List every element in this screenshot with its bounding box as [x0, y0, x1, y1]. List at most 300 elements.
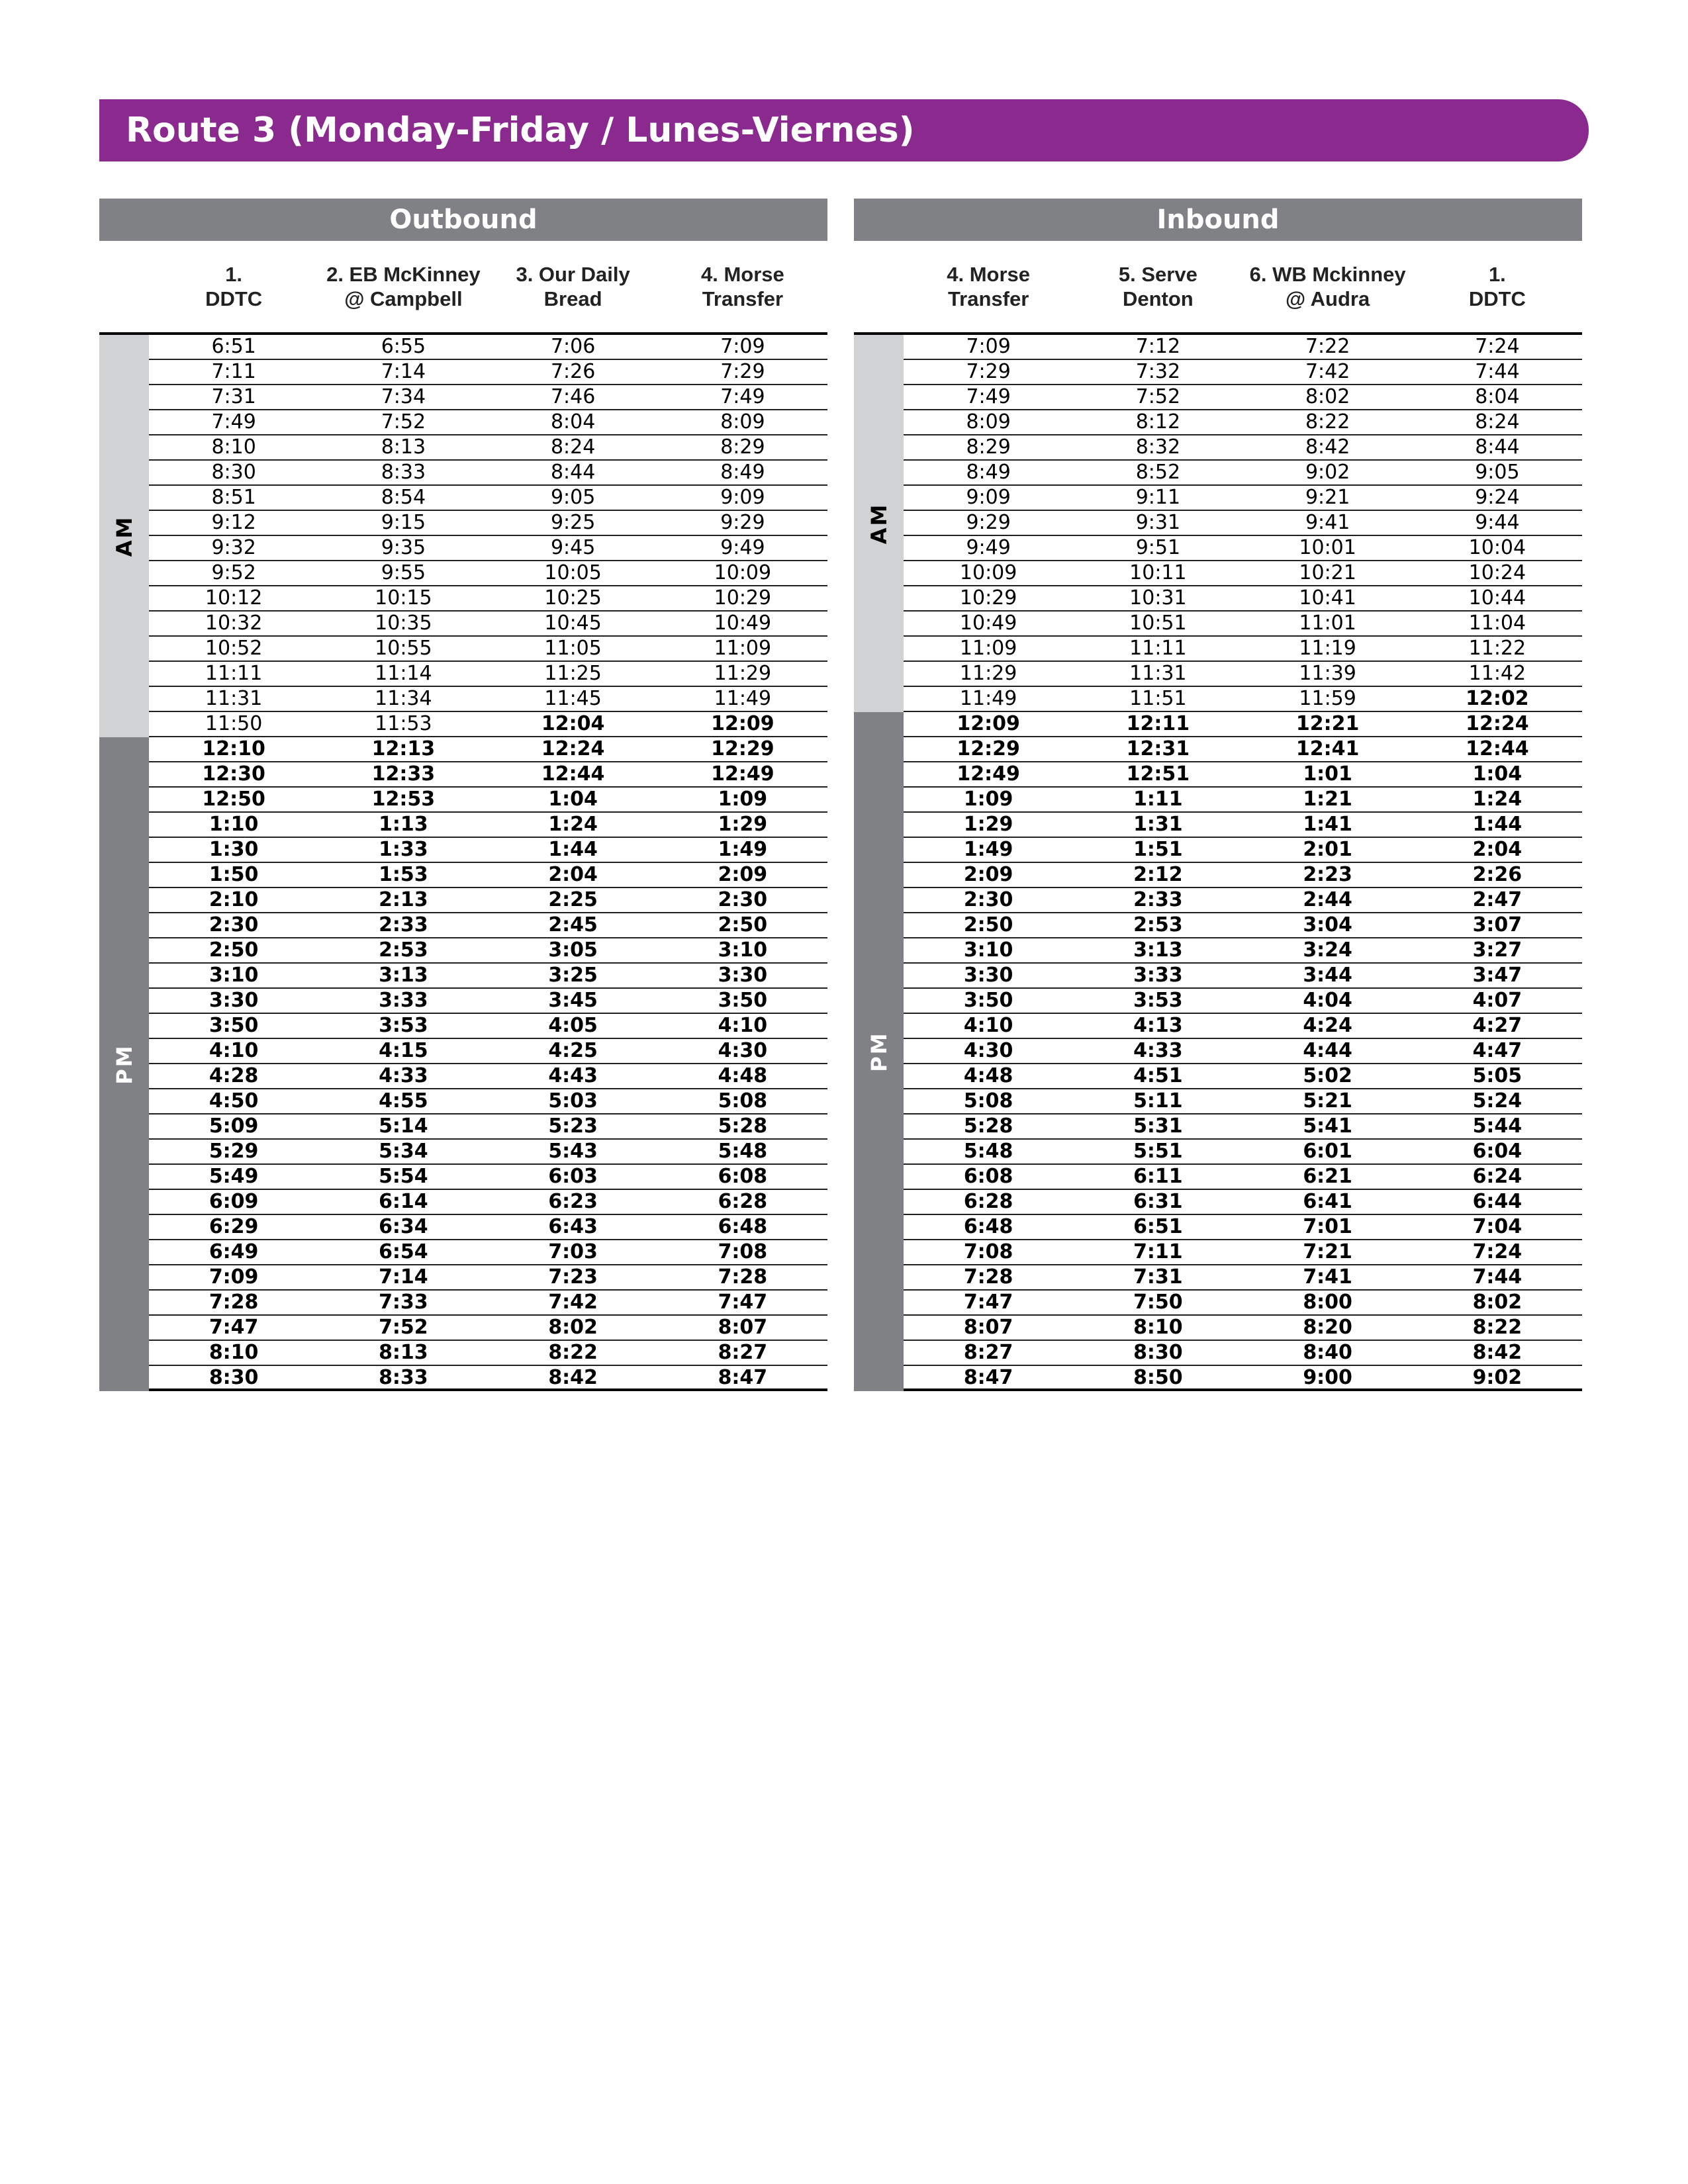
time-cell: 4:10 [963, 1014, 1013, 1037]
time-cell: 4:48 [718, 1064, 768, 1087]
time-cell: 7:11 [1133, 1240, 1183, 1263]
table-row [904, 1190, 1582, 1215]
table-row [149, 1014, 827, 1039]
time-cell: 5:43 [548, 1140, 598, 1163]
time-cell: 5:34 [379, 1140, 428, 1163]
table-row [149, 1140, 827, 1165]
time-cell: 5:31 [1133, 1115, 1183, 1138]
time-cell: 7:04 [1472, 1215, 1523, 1238]
time-cell: 7:49 [211, 410, 256, 433]
time-cell: 12:41 [1295, 737, 1360, 760]
time-cell: 9:45 [550, 536, 596, 559]
time-cell: 6:03 [548, 1165, 598, 1188]
time-cell: 7:50 [1133, 1291, 1183, 1314]
time-cell: 7:34 [381, 385, 426, 408]
time-cell: 9:49 [720, 536, 765, 559]
time-cell: 8:02 [1305, 385, 1350, 408]
table-row [904, 989, 1582, 1014]
time-cell: 7:09 [966, 335, 1011, 358]
time-cell: 12:24 [1466, 712, 1529, 735]
time-cell: 10:09 [714, 561, 772, 584]
table-row [904, 1165, 1582, 1190]
time-cell: 5:08 [963, 1089, 1013, 1113]
time-cell: 4:05 [548, 1014, 598, 1037]
time-cell: 4:10 [209, 1039, 259, 1062]
table-row [904, 1240, 1582, 1265]
time-cell: 11:49 [959, 687, 1017, 710]
table-row [149, 1089, 827, 1115]
outbound-period-column [99, 335, 149, 1391]
time-cell: 12:50 [202, 788, 265, 811]
table-row [904, 1039, 1582, 1064]
time-cell: 9:12 [211, 511, 256, 534]
time-cell: 6:51 [1133, 1215, 1183, 1238]
time-cell: 8:20 [1303, 1316, 1352, 1339]
time-cell: 3:50 [718, 989, 768, 1012]
time-cell: 9:05 [1475, 461, 1520, 484]
time-cell: 7:47 [963, 1291, 1013, 1314]
time-cell: 12:44 [541, 762, 605, 786]
time-cell: 2:50 [209, 938, 259, 962]
time-cell: 8:47 [718, 1366, 768, 1389]
pm-label: PM [111, 1044, 137, 1085]
time-cell: 3:50 [209, 1014, 259, 1037]
time-cell: 5:49 [209, 1165, 259, 1188]
time-cell: 11:50 [205, 712, 263, 735]
time-cell: 12:09 [711, 712, 774, 735]
time-cell: 11:59 [1299, 687, 1356, 710]
header-spacer [854, 241, 904, 332]
time-cell: 7:14 [379, 1265, 428, 1289]
time-cell: 7:23 [548, 1265, 598, 1289]
inbound-pm-band [854, 712, 904, 1391]
time-cell: 7:22 [1305, 335, 1350, 358]
time-cell: 4:24 [1303, 1014, 1352, 1037]
time-cell: 5:14 [379, 1115, 428, 1138]
table-row [149, 1240, 827, 1265]
table-row [149, 762, 827, 788]
table-row [904, 435, 1582, 461]
time-cell: 8:12 [1135, 410, 1181, 433]
table-row [904, 964, 1582, 989]
time-cell: 6:11 [1133, 1165, 1183, 1188]
table-row [149, 938, 827, 964]
table-row [149, 586, 827, 612]
table-row [149, 385, 827, 410]
table-row [149, 838, 827, 863]
time-cell: 6:49 [209, 1240, 259, 1263]
time-cell: 7:46 [550, 385, 596, 408]
time-cell: 1:49 [718, 838, 768, 861]
outbound-direction-bar: Outbound [99, 199, 827, 241]
time-cell: 9:09 [720, 486, 765, 509]
time-cell: 6:29 [209, 1215, 259, 1238]
time-cell: 6:14 [379, 1190, 428, 1213]
time-cell: 12:53 [371, 788, 436, 811]
time-cell: 1:09 [963, 788, 1013, 811]
time-cell: 12:24 [541, 737, 605, 760]
time-cell: 5:44 [1472, 1115, 1523, 1138]
time-cell: 10:55 [375, 637, 432, 660]
time-cell: 7:08 [718, 1240, 768, 1263]
time-cell: 12:10 [202, 737, 265, 760]
time-cell: 4:51 [1133, 1064, 1183, 1087]
time-cell: 11:04 [1468, 612, 1526, 635]
time-cell: 7:31 [211, 385, 256, 408]
time-cell: 3:33 [379, 989, 428, 1012]
table-row [904, 1316, 1582, 1341]
table-row [149, 360, 827, 385]
table-row [149, 712, 827, 737]
time-cell: 8:00 [1303, 1291, 1352, 1314]
time-cell: 3:24 [1303, 938, 1352, 962]
time-cell: 2:04 [1472, 838, 1523, 861]
time-cell: 5:54 [379, 1165, 428, 1188]
am-label: AM [866, 502, 892, 545]
time-cell: 5:21 [1303, 1089, 1352, 1113]
time-cell: 8:07 [718, 1316, 768, 1339]
table-row [149, 888, 827, 913]
time-cell: 8:32 [1135, 435, 1181, 459]
time-cell: 11:22 [1468, 637, 1526, 660]
time-cell: 4:43 [548, 1064, 598, 1087]
time-cell: 9:11 [1135, 486, 1181, 509]
time-cell: 8:10 [209, 1341, 259, 1364]
time-cell: 10:49 [714, 612, 772, 635]
time-cell: 6:51 [211, 335, 256, 358]
time-cell: 1:04 [548, 788, 598, 811]
table-row [149, 335, 827, 360]
time-cell: 8:54 [381, 486, 426, 509]
table-row [904, 612, 1582, 637]
time-cell: 9:24 [1475, 486, 1520, 509]
time-cell: 4:50 [209, 1089, 259, 1113]
time-cell: 8:04 [550, 410, 596, 433]
table-row [904, 662, 1582, 687]
header-spacer [99, 241, 149, 332]
table-row [149, 788, 827, 813]
time-cell: 12:51 [1126, 762, 1190, 786]
time-cell: 8:40 [1303, 1341, 1352, 1364]
time-cell: 1:10 [209, 813, 259, 836]
time-cell: 5:23 [548, 1115, 598, 1138]
time-cell: 1:49 [963, 838, 1013, 861]
time-cell: 2:30 [718, 888, 768, 911]
time-cell: 7:29 [966, 360, 1011, 383]
time-cell: 5:05 [1472, 1064, 1523, 1087]
table-row [149, 737, 827, 762]
time-cell: 3:50 [963, 989, 1013, 1012]
table-row [904, 637, 1582, 662]
table-row [904, 385, 1582, 410]
time-cell: 5:51 [1133, 1140, 1183, 1163]
time-cell: 11:05 [544, 637, 602, 660]
time-cell: 8:44 [1475, 435, 1520, 459]
time-cell: 12:02 [1466, 687, 1529, 710]
table-row [149, 1341, 827, 1366]
time-cell: 8:51 [211, 486, 256, 509]
time-cell: 3:47 [1472, 964, 1523, 987]
time-cell: 3:44 [1303, 964, 1352, 987]
time-cell: 8:49 [966, 461, 1011, 484]
inbound-direction-bar: Inbound [854, 199, 1582, 241]
time-cell: 11:19 [1299, 637, 1356, 660]
time-cell: 8:44 [550, 461, 596, 484]
time-cell: 4:13 [1133, 1014, 1183, 1037]
time-cell: 6:48 [963, 1215, 1013, 1238]
time-cell: 12:30 [202, 762, 265, 786]
time-cell: 2:44 [1303, 888, 1352, 911]
time-cell: 2:23 [1303, 863, 1352, 886]
am-label: AM [111, 515, 137, 557]
inbound-header-stop-1: 1. DDTC [1468, 263, 1526, 310]
time-cell: 11:53 [375, 712, 432, 735]
time-cell: 2:09 [718, 863, 768, 886]
table-row [149, 1316, 827, 1341]
time-cell: 10:12 [205, 586, 263, 610]
table-row [149, 1265, 827, 1291]
table-row [904, 1366, 1582, 1391]
time-cell: 7:33 [379, 1291, 428, 1314]
time-cell: 6:09 [209, 1190, 259, 1213]
table-row [904, 1014, 1582, 1039]
time-cell: 5:41 [1303, 1115, 1352, 1138]
time-cell: 5:28 [718, 1115, 768, 1138]
table-row [904, 486, 1582, 511]
table-row [149, 561, 827, 586]
time-cell: 7:28 [209, 1291, 259, 1314]
time-cell: 12:29 [957, 737, 1020, 760]
time-cell: 7:41 [1303, 1265, 1352, 1289]
table-row [904, 762, 1582, 788]
outbound-table-body [99, 335, 827, 1391]
time-cell: 4:48 [963, 1064, 1013, 1087]
table-row [904, 360, 1582, 385]
table-row [904, 913, 1582, 938]
time-cell: 9:41 [1305, 511, 1350, 534]
time-cell: 7:44 [1472, 1265, 1523, 1289]
table-row [149, 1165, 827, 1190]
time-cell: 7:21 [1303, 1240, 1352, 1263]
time-cell: 4:30 [963, 1039, 1013, 1062]
time-cell: 8:52 [1135, 461, 1181, 484]
time-cell: 3:33 [1133, 964, 1183, 987]
table-row [149, 1115, 827, 1140]
table-row [904, 888, 1582, 913]
table-row [149, 1366, 827, 1391]
time-cell: 6:41 [1303, 1190, 1352, 1213]
time-cell: 6:55 [381, 335, 426, 358]
time-cell: 1:31 [1133, 813, 1183, 836]
time-cell: 9:32 [211, 536, 256, 559]
time-cell: 4:55 [379, 1089, 428, 1113]
time-cell: 8:24 [550, 435, 596, 459]
time-cell: 1:53 [379, 863, 428, 886]
time-cell: 2:33 [1133, 888, 1183, 911]
table-row [904, 1215, 1582, 1240]
table-row [904, 1064, 1582, 1089]
time-cell: 1:11 [1133, 788, 1183, 811]
time-cell: 8:10 [1133, 1316, 1183, 1339]
time-cell: 12:29 [711, 737, 774, 760]
time-cell: 9:15 [381, 511, 426, 534]
time-cell: 10:29 [714, 586, 772, 610]
time-cell: 2:13 [379, 888, 428, 911]
time-cell: 8:27 [963, 1341, 1013, 1364]
time-cell: 7:52 [381, 410, 426, 433]
table-row [904, 1140, 1582, 1165]
time-cell: 5:09 [209, 1115, 259, 1138]
time-cell: 11:42 [1468, 662, 1526, 685]
time-cell: 7:31 [1133, 1265, 1183, 1289]
table-row [904, 737, 1582, 762]
time-cell: 6:23 [548, 1190, 598, 1213]
time-cell: 4:27 [1472, 1014, 1523, 1037]
time-cell: 3:13 [379, 964, 428, 987]
time-cell: 4:47 [1472, 1039, 1523, 1062]
time-cell: 11:25 [544, 662, 602, 685]
time-cell: 12:44 [1466, 737, 1529, 760]
time-cell: 9:52 [211, 561, 256, 584]
time-cell: 7:24 [1475, 335, 1520, 358]
time-cell: 5:28 [963, 1115, 1013, 1138]
time-cell: 11:45 [544, 687, 602, 710]
table-row [149, 989, 827, 1014]
time-cell: 1:33 [379, 838, 428, 861]
time-cell: 8:30 [209, 1366, 259, 1389]
time-cell: 8:30 [211, 461, 256, 484]
time-cell: 5:03 [548, 1089, 598, 1113]
time-cell: 3:10 [209, 964, 259, 987]
table-row [904, 1341, 1582, 1366]
time-cell: 4:07 [1472, 989, 1523, 1012]
time-cell: 9:51 [1135, 536, 1181, 559]
time-cell: 12:31 [1126, 737, 1190, 760]
outbound-header-stop-2: 2. EB McKinney @ Campbell [326, 263, 481, 310]
time-cell: 6:28 [718, 1190, 768, 1213]
inbound-period-column [854, 335, 904, 1391]
time-cell: 11:51 [1129, 687, 1187, 710]
time-cell: 10:15 [375, 586, 432, 610]
time-cell: 1:09 [718, 788, 768, 811]
time-cell: 3:45 [548, 989, 598, 1012]
time-cell: 12:04 [541, 712, 605, 735]
table-row [904, 687, 1582, 712]
time-cell: 11:31 [1129, 662, 1187, 685]
time-cell: 1:13 [379, 813, 428, 836]
time-cell: 6:24 [1472, 1165, 1523, 1188]
time-cell: 1:04 [1472, 762, 1523, 786]
time-cell: 9:21 [1305, 486, 1350, 509]
table-row [149, 913, 827, 938]
time-cell: 10:41 [1299, 586, 1356, 610]
time-cell: 6:08 [718, 1165, 768, 1188]
inbound-rows [904, 335, 1582, 1391]
time-cell: 1:44 [1472, 813, 1523, 836]
table-row [904, 511, 1582, 536]
time-cell: 12:49 [711, 762, 774, 786]
table-row [904, 788, 1582, 813]
time-cell: 2:50 [963, 913, 1013, 936]
time-cell: 11:34 [375, 687, 432, 710]
time-cell: 6:01 [1303, 1140, 1352, 1163]
table-row [149, 662, 827, 687]
table-row [904, 938, 1582, 964]
time-cell: 10:44 [1468, 586, 1526, 610]
time-cell: 7:08 [963, 1240, 1013, 1263]
time-cell: 10:49 [959, 612, 1017, 635]
time-cell: 3:30 [209, 989, 259, 1012]
time-cell: 7:32 [1135, 360, 1181, 383]
time-cell: 7:47 [718, 1291, 768, 1314]
time-cell: 8:13 [381, 435, 426, 459]
time-cell: 1:29 [718, 813, 768, 836]
time-cell: 3:07 [1472, 913, 1523, 936]
table-row [149, 461, 827, 486]
time-cell: 8:29 [720, 435, 765, 459]
time-cell: 10:09 [959, 561, 1017, 584]
time-cell: 10:05 [544, 561, 602, 584]
time-cell: 10:45 [544, 612, 602, 635]
time-cell: 8:04 [1475, 385, 1520, 408]
inbound-am-band [854, 335, 904, 712]
time-cell: 9:49 [966, 536, 1011, 559]
time-cell: 7:28 [718, 1265, 768, 1289]
time-cell: 3:04 [1303, 913, 1352, 936]
time-cell: 4:33 [379, 1064, 428, 1087]
time-cell: 2:47 [1472, 888, 1523, 911]
time-cell: 6:04 [1472, 1140, 1523, 1163]
outbound-header-stop-3: 3. Our Daily Bread [516, 263, 630, 310]
time-cell: 6:48 [718, 1215, 768, 1238]
time-cell: 7:52 [1135, 385, 1181, 408]
time-cell: 7:12 [1135, 335, 1181, 358]
time-cell: 5:48 [963, 1140, 1013, 1163]
outbound-am-band [99, 335, 149, 737]
pm-label: PM [866, 1031, 892, 1072]
time-cell: 9:31 [1135, 511, 1181, 534]
time-cell: 8:50 [1133, 1366, 1183, 1389]
time-cell: 8:24 [1475, 410, 1520, 433]
time-cell: 2:45 [548, 913, 598, 936]
time-cell: 10:31 [1129, 586, 1187, 610]
time-cell: 1:24 [548, 813, 598, 836]
time-cell: 11:14 [375, 662, 432, 685]
time-cell: 10:21 [1299, 561, 1356, 584]
table-row [149, 1039, 827, 1064]
time-cell: 2:04 [548, 863, 598, 886]
table-row [149, 813, 827, 838]
time-cell: 8:42 [1472, 1341, 1523, 1364]
time-cell: 8:09 [720, 410, 765, 433]
outbound-header-stop-1: 1. DDTC [205, 263, 263, 310]
time-cell: 4:33 [1133, 1039, 1183, 1062]
time-cell: 12:13 [371, 737, 436, 760]
time-cell: 3:25 [548, 964, 598, 987]
time-cell: 8:33 [379, 1366, 428, 1389]
table-row [149, 410, 827, 435]
time-cell: 9:25 [550, 511, 596, 534]
time-cell: 9:05 [550, 486, 596, 509]
time-cell: 3:30 [718, 964, 768, 987]
time-cell: 4:44 [1303, 1039, 1352, 1062]
time-cell: 9:02 [1472, 1366, 1523, 1389]
time-cell: 1:21 [1303, 788, 1352, 811]
time-cell: 9:35 [381, 536, 426, 559]
time-cell: 2:26 [1472, 863, 1523, 886]
table-row [149, 964, 827, 989]
time-cell: 8:42 [1305, 435, 1350, 459]
